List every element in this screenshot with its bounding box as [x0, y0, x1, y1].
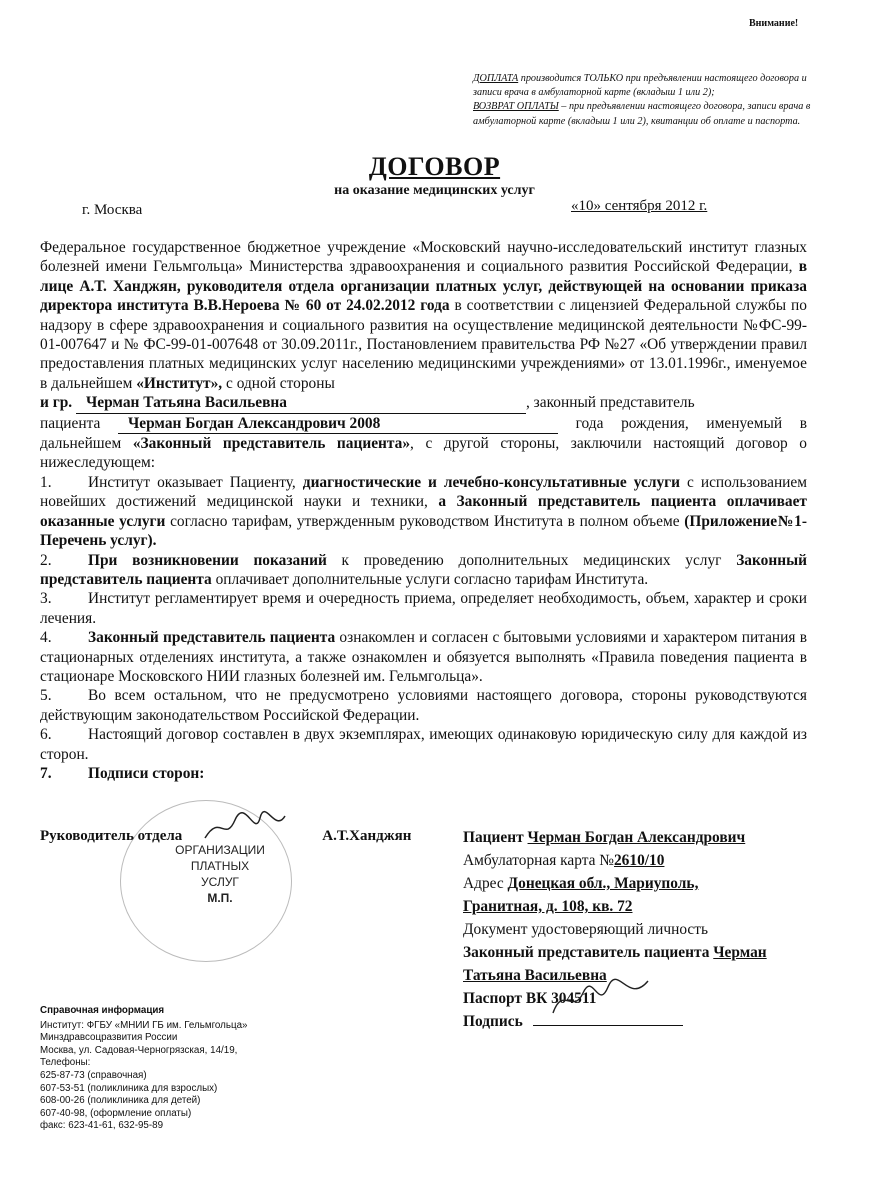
patient-details: Пациент Черман Богдан Александрович Амбулаторная карта №2610/10 Адрес Донецкая обл., Мариуполь, Гранитная, д. 108, кв. 72 Документ удостоверяющий личность Законный представитель пациента Черман Татьяна Васильевна Паспорт ВК 304511 Подпись: [463, 826, 823, 1033]
payment-label: ДОПЛАТА: [473, 73, 519, 84]
patient-signature: [548, 975, 658, 1020]
patient-name: Черман Богдан Александрович 2008: [118, 414, 558, 434]
representative-name: Черман Татьяна Васильевна: [76, 393, 526, 413]
clause-6: 6. Настоящий договор составлен в двух экземплярах, имеющих одинаковую юридическую силу для каждой из сторон.: [40, 726, 807, 763]
refund-text: – при предъявлении настоящего договора, записи врача в амбулаторной карте (вкладыш 1 или 2), квитанции об оплате и паспорта.: [473, 101, 811, 127]
passport: Паспорт ВК 304511: [463, 990, 597, 1007]
document-subtitle: на оказание медицинских услуг: [334, 183, 535, 198]
payment-text: производится ТОЛЬКО при предъявлении настоящего договора и записи врача в амбулаторной карте (вкладыш 1 или 2);: [473, 73, 807, 99]
signature-field: Подпись: [463, 1010, 823, 1033]
clause-4: 4. Законный представитель пациента ознакомлен и согласен с бытовыми условиями и характером питания в стационарных отделениях института, а также ознакомлен и обязуется выполнять «Правила поведения пациента в стационаре Московского НИИ глазных болезней им. Гельмгольца».: [40, 629, 807, 685]
city: г. Москва: [82, 202, 143, 218]
contract-body: [40, 238, 807, 783]
refund-label: ВОЗВРАТ ОПЛАТЫ: [473, 101, 559, 113]
clause-3: 3. Институт регламентирует время и очередность приема, определяет необходимость, объем, характер и сроки лечения.: [40, 590, 807, 627]
clause-5: 5. Во всем остальном, что не предусмотрено условиями настоящего договора, стороны руководствуются действующим законодательством Российской Федерации.: [40, 687, 807, 724]
contract-date: «10» сентября 2012 г.: [571, 198, 708, 214]
stamp-text: ОРГАНИЗАЦИИ ПЛАТНЫХ УСЛУГ М.П.: [175, 843, 265, 905]
intro-paragraph: Федеральное государственное бюджетное учреждение «Московский научно-исследовательский институт глазных болезней имени Гельмгольца» Министерства здравоохранения и социального развития Российской Федерации, в лице А.Т. Ханджян, руководителя отдела организации платных услуг, действующей на основании приказа директора института В.В.Нероева № 60 от 24.02.2012 года в соответствии с лицензией Федеральной службы по надзору в сфере здравоохранения и социального развития на осуществление медицинской деятельности №ФС-99-01-007647 и № ФС-99-01-007648 от 30.09.2011г., Постановлением правительства РФ №27 «Об утверждении правил предоставления платных медицинских услуг населению медицинскими учреждениями» от 13.01.1996г., именуемое в дальнейшем «Институт», с одной стороны и гр. Черман Татьяна Васильевна , законный представитель пациента Черман Богдан Александрович 2008 года рождения, именуемый в дальнейшем «Законный представитель пациента», с другой стороны, заключили настоящий договор о нижеследующем:: [40, 239, 807, 472]
reference-info: Справочная информация Институт: ФГБУ «МНИИ ГБ им. Гельмгольца» Минздравсоцразвития России Москва, ул. Садовая-Черногрязская, 14/19, Телефоны: 625-87-73 (справочная) 607-53-51 (поликлиника для взрослых) 608-00-26 (поликлиника для детей) 607-40-98, (оформление оплаты) факс: 623-41-61, 632-95-89: [40, 1005, 248, 1132]
document-title: ДОГОВОР: [368, 152, 501, 181]
director-signature-line: Руководитель отдела А.Т.Ханджян: [40, 828, 412, 844]
clause-1: 1. Институт оказывает Пациенту, диагностические и лечебно-консультативные услуги с использованием новейших достижений медицинской науки и техники, а Законный представитель пациента оплачивает оказанные услуги согласно тарифам, утвержденным руководством Института в полном объеме (Приложение№1- Перечень услуг).: [40, 473, 807, 550]
warning-text: [473, 72, 813, 129]
clause-2: 2. При возникновении показаний к проведению дополнительных медицинских услуг Законный представитель пациента оплачивает дополнительные услуги согласно тарифам Института.: [40, 551, 807, 588]
warning-title: Внимание!: [749, 18, 799, 29]
clause-7: 7. Подписи сторон:: [40, 764, 205, 782]
